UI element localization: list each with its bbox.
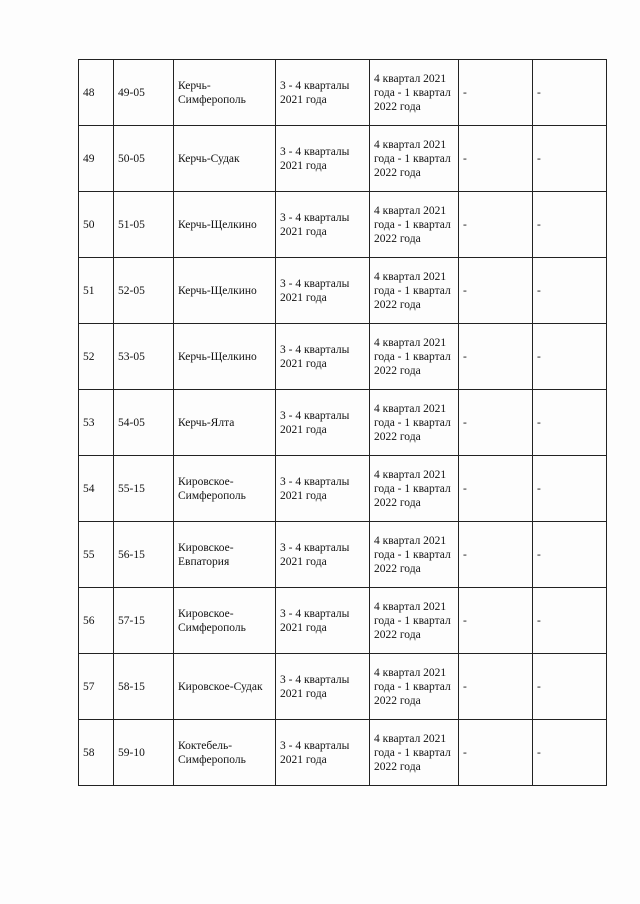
route-code-cell: 55-15 xyxy=(114,456,174,522)
end-period-cell: 4 квартал 2021 года - 1 квартал 2022 года xyxy=(370,522,459,588)
route-name-cell: Керчь-Судак xyxy=(174,126,276,192)
empty-value-cell: - xyxy=(459,324,533,390)
table-row xyxy=(79,192,607,258)
row-number-cell: 51 xyxy=(79,258,114,324)
period-cell: 3 - 4 кварталы 2021 года xyxy=(276,456,370,522)
empty-value-cell: - xyxy=(459,390,533,456)
route-code-cell: 56-15 xyxy=(114,522,174,588)
route-name-cell: Керчь-Ялта xyxy=(174,390,276,456)
table-row xyxy=(79,258,607,324)
period-cell: 3 - 4 кварталы 2021 года xyxy=(276,258,370,324)
table-row xyxy=(79,720,607,786)
route-code-cell: 59-10 xyxy=(114,720,174,786)
empty-value-cell: - xyxy=(459,60,533,126)
table-row xyxy=(79,456,607,522)
table-row xyxy=(79,522,607,588)
end-period-cell: 4 квартал 2021 года - 1 квартал 2022 года xyxy=(370,258,459,324)
route-name-cell: Коктебель-Симферополь xyxy=(174,720,276,786)
empty-value-cell: - xyxy=(459,192,533,258)
row-number-cell: 48 xyxy=(79,60,114,126)
route-code-cell: 49-05 xyxy=(114,60,174,126)
route-code-cell: 58-15 xyxy=(114,654,174,720)
row-number-cell: 50 xyxy=(79,192,114,258)
empty-value-cell: - xyxy=(533,60,607,126)
empty-value-cell: - xyxy=(459,588,533,654)
empty-value-cell: - xyxy=(533,324,607,390)
end-period-cell: 4 квартал 2021 года - 1 квартал 2022 года xyxy=(370,60,459,126)
empty-value-cell: - xyxy=(533,390,607,456)
route-name-cell: Кировское-Симферополь xyxy=(174,588,276,654)
table-row xyxy=(79,60,607,126)
route-name-cell: Керчь-Щелкино xyxy=(174,258,276,324)
empty-value-cell: - xyxy=(459,456,533,522)
empty-value-cell: - xyxy=(533,522,607,588)
period-cell: 3 - 4 кварталы 2021 года xyxy=(276,720,370,786)
period-cell: 3 - 4 кварталы 2021 года xyxy=(276,192,370,258)
end-period-cell: 4 квартал 2021 года - 1 квартал 2022 года xyxy=(370,654,459,720)
empty-value-cell: - xyxy=(533,192,607,258)
end-period-cell: 4 квартал 2021 года - 1 квартал 2022 года xyxy=(370,192,459,258)
route-code-cell: 50-05 xyxy=(114,126,174,192)
row-number-cell: 58 xyxy=(79,720,114,786)
end-period-cell: 4 квартал 2021 года - 1 квартал 2022 года xyxy=(370,720,459,786)
period-cell: 3 - 4 кварталы 2021 года xyxy=(276,126,370,192)
row-number-cell: 55 xyxy=(79,522,114,588)
route-schedule-table xyxy=(78,59,607,786)
table-row xyxy=(79,390,607,456)
period-cell: 3 - 4 кварталы 2021 года xyxy=(276,324,370,390)
route-code-cell: 54-05 xyxy=(114,390,174,456)
empty-value-cell: - xyxy=(533,588,607,654)
route-code-cell: 53-05 xyxy=(114,324,174,390)
route-name-cell: Кировское-Симферополь xyxy=(174,456,276,522)
table-row xyxy=(79,588,607,654)
end-period-cell: 4 квартал 2021 года - 1 квартал 2022 года xyxy=(370,390,459,456)
route-code-cell: 52-05 xyxy=(114,258,174,324)
period-cell: 3 - 4 кварталы 2021 года xyxy=(276,522,370,588)
row-number-cell: 57 xyxy=(79,654,114,720)
empty-value-cell: - xyxy=(459,126,533,192)
route-name-cell: Керчь-Симферополь xyxy=(174,60,276,126)
end-period-cell: 4 квартал 2021 года - 1 квартал 2022 года xyxy=(370,126,459,192)
period-cell: 3 - 4 кварталы 2021 года xyxy=(276,654,370,720)
empty-value-cell: - xyxy=(533,720,607,786)
end-period-cell: 4 квартал 2021 года - 1 квартал 2022 года xyxy=(370,324,459,390)
empty-value-cell: - xyxy=(533,126,607,192)
table-row xyxy=(79,324,607,390)
route-name-cell: Керчь-Щелкино xyxy=(174,192,276,258)
route-name-cell: Кировское-Евпатория xyxy=(174,522,276,588)
row-number-cell: 54 xyxy=(79,456,114,522)
empty-value-cell: - xyxy=(533,456,607,522)
period-cell: 3 - 4 кварталы 2021 года xyxy=(276,588,370,654)
empty-value-cell: - xyxy=(459,258,533,324)
empty-value-cell: - xyxy=(459,720,533,786)
row-number-cell: 56 xyxy=(79,588,114,654)
route-code-cell: 57-15 xyxy=(114,588,174,654)
row-number-cell: 52 xyxy=(79,324,114,390)
table-row xyxy=(79,654,607,720)
period-cell: 3 - 4 кварталы 2021 года xyxy=(276,60,370,126)
empty-value-cell: - xyxy=(533,258,607,324)
empty-value-cell: - xyxy=(459,522,533,588)
row-number-cell: 53 xyxy=(79,390,114,456)
row-number-cell: 49 xyxy=(79,126,114,192)
end-period-cell: 4 квартал 2021 года - 1 квартал 2022 года xyxy=(370,456,459,522)
end-period-cell: 4 квартал 2021 года - 1 квартал 2022 года xyxy=(370,588,459,654)
table-row xyxy=(79,126,607,192)
route-code-cell: 51-05 xyxy=(114,192,174,258)
period-cell: 3 - 4 кварталы 2021 года xyxy=(276,390,370,456)
empty-value-cell: - xyxy=(459,654,533,720)
route-name-cell: Кировское-Судак xyxy=(174,654,276,720)
empty-value-cell: - xyxy=(533,654,607,720)
route-name-cell: Керчь-Щелкино xyxy=(174,324,276,390)
